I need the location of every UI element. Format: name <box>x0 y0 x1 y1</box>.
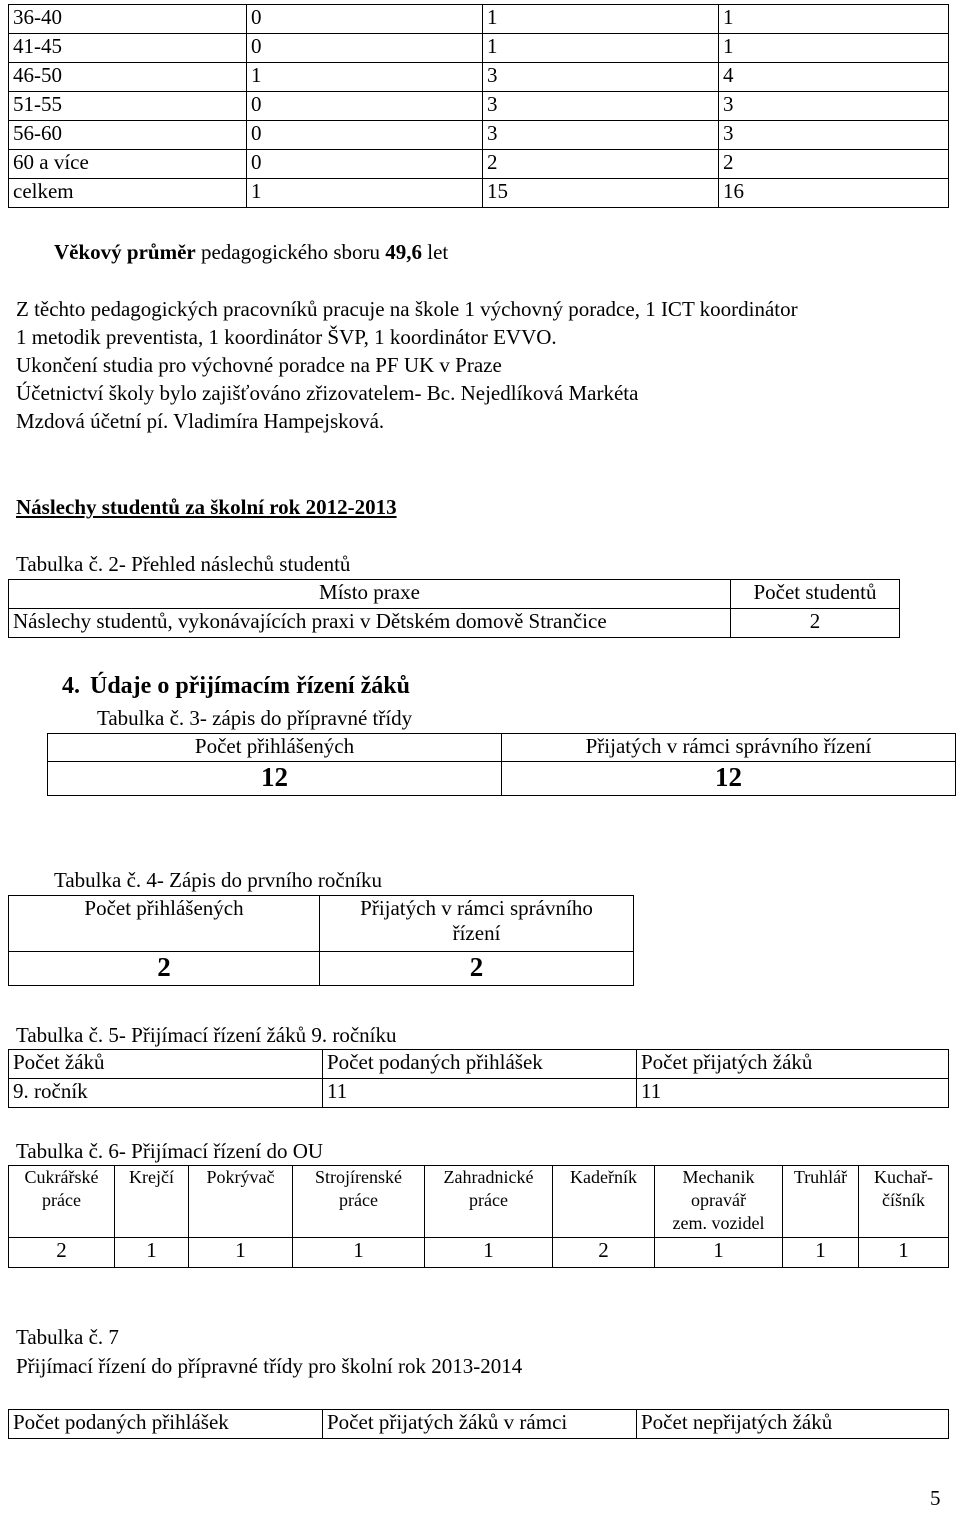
table-cell: 1 <box>719 34 949 63</box>
table-header-line: zem. vozidel <box>672 1213 765 1233</box>
table-cell: 51-55 <box>9 92 247 121</box>
table-header-cell <box>783 1166 859 1238</box>
table-header-line: Pokrývač <box>206 1167 275 1187</box>
section4-heading <box>62 672 410 701</box>
table-header-row <box>9 580 900 609</box>
table-row <box>9 1238 949 1268</box>
table5 <box>8 1049 949 1108</box>
table-cell: 3 <box>483 63 719 92</box>
table-cell: 2 <box>320 952 634 986</box>
table-cell: 1 <box>247 179 483 208</box>
table-header-cell: Počet přijatých žáků <box>637 1050 949 1079</box>
avg-age-unit: let <box>427 240 449 264</box>
section4-title: Údaje o přijímacím řízení žáků <box>90 673 410 699</box>
table-header-row <box>48 734 956 762</box>
table-cell: 1 <box>293 1238 425 1268</box>
table-header-row <box>9 1166 949 1238</box>
table4-caption: Tabulka č. 4- Zápis do prvního ročníku <box>54 868 383 892</box>
table-cell: celkem <box>9 179 247 208</box>
table-cell: 36-40 <box>9 5 247 34</box>
avg-age-text: pedagogického sboru <box>200 240 381 264</box>
table-row <box>9 179 949 208</box>
table-header-row <box>9 896 634 952</box>
table-cell: 46-50 <box>9 63 247 92</box>
table-cell: 12 <box>48 762 502 796</box>
table-cell: 1 <box>655 1238 783 1268</box>
table-header-line: opravář <box>691 1190 746 1210</box>
table-cell: 0 <box>247 92 483 121</box>
table-cell: 11 <box>323 1079 637 1108</box>
table7-caption: Tabulka č. 7 <box>16 1325 119 1349</box>
table-cell: 2 <box>719 150 949 179</box>
table-cell: 1 <box>189 1238 293 1268</box>
table-header-cell: Počet studentů <box>731 580 900 609</box>
table-header-line: práce <box>42 1190 81 1210</box>
table-header-line: Mechanik <box>682 1167 755 1187</box>
table-header-line: Kadeřník <box>570 1167 637 1187</box>
table-cell: 1 <box>483 5 719 34</box>
table-row <box>9 92 949 121</box>
table-row <box>48 762 956 796</box>
section-heading-naslechy: Náslechy studentů za školní rok 2012-2013 <box>16 495 397 519</box>
table-header-line: práce <box>469 1190 508 1210</box>
table-row <box>9 609 900 638</box>
table-header-line: řízení <box>452 921 501 945</box>
table-header-cell: Počet nepřijatých žáků <box>637 1410 949 1439</box>
table-cell: 2 <box>9 952 320 986</box>
table-cell: 3 <box>483 121 719 150</box>
paragraph-line: Ukončení studia pro výchovné poradce na PF UK v Praze <box>16 353 502 377</box>
table-header-cell <box>320 896 634 952</box>
table2 <box>8 579 900 638</box>
table-cell: 4 <box>719 63 949 92</box>
table-cell: 1 <box>425 1238 553 1268</box>
table-cell: 16 <box>719 179 949 208</box>
table-header-row <box>9 1410 949 1439</box>
table5-caption: Tabulka č. 5- Přijímací řízení žáků 9. ročníku <box>16 1023 397 1047</box>
table-header-row <box>9 1050 949 1079</box>
paragraph-line: Z těchto pedagogických pracovníků pracuje na škole 1 výchovný poradce, 1 ICT koordinátor <box>16 297 798 321</box>
section4-number: 4. <box>62 673 80 699</box>
paragraph-line: Účetnictví školy bylo zajišťováno zřizovatelem- Bc. Nejedlíková Markéta <box>16 381 639 405</box>
table-cell: 1 <box>483 34 719 63</box>
table-header-cell <box>425 1166 553 1238</box>
table-cell: 2 <box>553 1238 655 1268</box>
table-header-line: Zahradnické <box>443 1167 534 1187</box>
table-cell: 9. ročník <box>9 1079 323 1108</box>
table-header-line: Cukrářské <box>24 1167 99 1187</box>
table2-caption: Tabulka č. 2- Přehled náslechů studentů <box>16 552 351 576</box>
table-header-cell <box>553 1166 655 1238</box>
table-cell: 0 <box>247 121 483 150</box>
table-row <box>9 34 949 63</box>
table-row <box>9 1079 949 1108</box>
table-cell: 41-45 <box>9 34 247 63</box>
table-header-cell: Počet přihlášených <box>9 896 320 952</box>
table3 <box>47 733 956 796</box>
table-header-line: Přijatých v rámci správního <box>360 896 593 920</box>
table-cell: 1 <box>115 1238 189 1268</box>
table-cell: Náslechy studentů, vykonávajících praxi v Dětském domově Strančice <box>9 609 731 638</box>
table-cell: 60 a více <box>9 150 247 179</box>
table-cell: 1 <box>859 1238 949 1268</box>
table-cell: 0 <box>247 34 483 63</box>
table6-caption: Tabulka č. 6- Přijímací řízení do OU <box>16 1139 324 1163</box>
table-cell: 12 <box>502 762 956 796</box>
table-row <box>9 5 949 34</box>
table-cell: 0 <box>247 5 483 34</box>
table-cell: 3 <box>719 121 949 150</box>
table-header-cell <box>189 1166 293 1238</box>
table7-subcaption: Přijímací řízení do přípravné třídy pro školní rok 2013-2014 <box>16 1354 523 1378</box>
table-cell: 3 <box>483 92 719 121</box>
table-cell: 1 <box>247 63 483 92</box>
table-cell: 15 <box>483 179 719 208</box>
table-header-cell: Počet přihlášených <box>48 734 502 762</box>
table6 <box>8 1165 949 1268</box>
table-row <box>9 150 949 179</box>
paragraph-line: 1 metodik preventista, 1 koordinátor ŠVP, 1 koordinátor EVVO. <box>16 325 557 349</box>
table-header-line: Kuchař- <box>874 1167 933 1187</box>
table3-caption: Tabulka č. 3- zápis do přípravné třídy <box>97 706 413 730</box>
table-header-cell <box>655 1166 783 1238</box>
table-header-cell: Přijatých v rámci správního řízení <box>502 734 956 762</box>
table-cell: 1 <box>783 1238 859 1268</box>
table7 <box>8 1409 949 1439</box>
table-cell: 2 <box>483 150 719 179</box>
avg-age-value: 49,6 <box>385 240 423 264</box>
table-header-cell: Místo praxe <box>9 580 731 609</box>
table-header-cell: Počet podaných přihlášek <box>323 1050 637 1079</box>
table-row <box>9 63 949 92</box>
table-cell: 3 <box>719 92 949 121</box>
table-cell: 2 <box>9 1238 115 1268</box>
table-header-cell <box>9 1166 115 1238</box>
table-row <box>9 952 634 986</box>
age-table <box>8 4 949 208</box>
avg-age-line <box>54 238 448 267</box>
table-cell: 0 <box>247 150 483 179</box>
table-cell: 1 <box>719 5 949 34</box>
table-header-cell <box>859 1166 949 1238</box>
age-table-body <box>9 5 949 208</box>
page-number: 5 <box>930 1486 941 1510</box>
table-header-line: Strojírenské <box>315 1167 402 1187</box>
table-header-line: Krejčí <box>129 1167 174 1187</box>
table-header-line: práce <box>339 1190 378 1210</box>
paragraph-line: Mzdová účetní pí. Vladimíra Hampejsková. <box>16 409 385 433</box>
table4 <box>8 895 634 986</box>
table-header-cell: Počet přijatých žáků v rámci <box>323 1410 637 1439</box>
table-header-line: číšník <box>882 1190 925 1210</box>
table-row <box>9 121 949 150</box>
table-cell: 56-60 <box>9 121 247 150</box>
table-header-line: Truhlář <box>793 1167 848 1187</box>
avg-age-label: Věkový průměr <box>54 240 196 264</box>
table-header-cell: Počet žáků <box>9 1050 323 1079</box>
table-header-cell <box>115 1166 189 1238</box>
table-header-cell: Počet podaných přihlášek <box>9 1410 323 1439</box>
table-header-cell <box>293 1166 425 1238</box>
table-cell: 2 <box>731 609 900 638</box>
table-cell: 11 <box>637 1079 949 1108</box>
